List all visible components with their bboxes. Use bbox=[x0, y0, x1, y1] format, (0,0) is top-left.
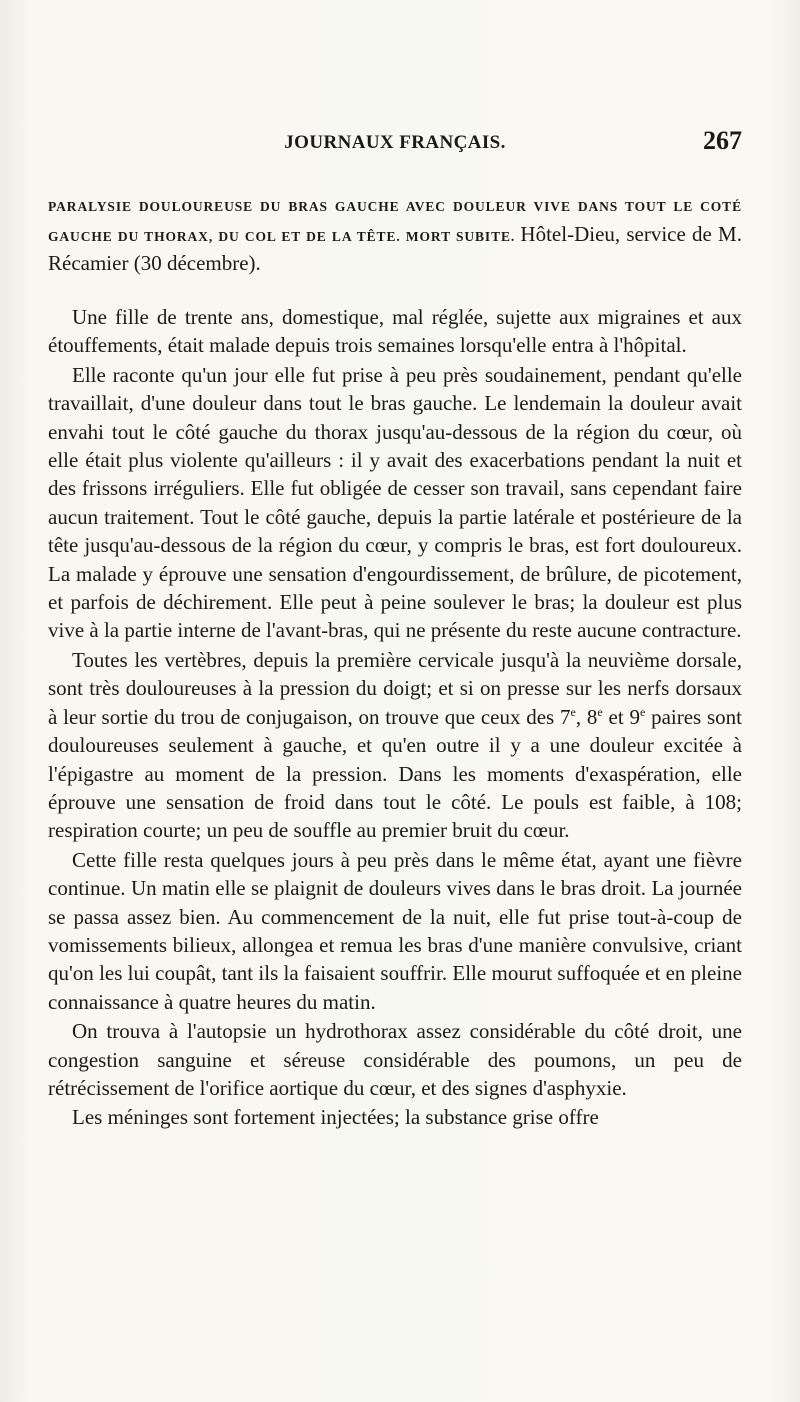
ordinal-superscript: e bbox=[639, 704, 646, 719]
ordinal-superscript: e bbox=[597, 704, 603, 719]
paragraph-3 bbox=[48, 646, 742, 845]
paragraph-3-text-c: et 9 bbox=[602, 704, 640, 729]
page-number: 267 bbox=[703, 126, 742, 155]
paragraph-2: Elle raconte qu'un jour elle fut prise à peu près soudainement, pendant qu'elle travaillait, d'une douleur dans tout le bras gauche. Le lendemain la douleur avait envahi tout le côté gauche du thorax jusqu'au-dessous de la région du cœur, où elle était plus violente qu'ailleurs : il y avait des exacerbations pendant la nuit et des frissons irréguliers. Elle fut obligée de cesser son travail, sans cependant faire aucun traitement. Tout le côté gauche, depuis la partie latérale et postérieure de la tête jusqu'au-dessous de la région du cœur, y compris le bras, est fort douloureux. La malade y éprouve une sensation d'engourdissement, de brûlure, de picotement, et parfois de déchirement. Elle peut à peine soulever le bras; la douleur est plus vive à la partie interne de l'avant-bras, qui ne présente du reste aucune contracture. bbox=[48, 362, 742, 643]
paragraph-4: Cette fille resta quelques jours à peu près dans le même état, ayant une fièvre continue. Un matin elle se plaignit de douleurs vives dans le bras droit. La journée se passa assez bien. Au commencement de la nuit, elle fut prise tout-à-coup de vomissements bilieux, allongea et remua les bras d'une manière convulsive, criant qu'on les lui coupât, tant ils la faisaient souffrir. Elle mourut suffoquée et en pleine connaissance à quatre heures du matin. bbox=[48, 847, 742, 1014]
paragraph-3-text-a: Toutes les vertèbres, depuis la première cervicale jusqu'à la neuvième dorsale, sont très douloureuses à la pression du doigt; et si on presse sur les nerfs dorsaux à leur sortie du trou de conjugaison, on trouve que ceux des 7 bbox=[48, 647, 742, 729]
paragraph-3-text-d: paires sont douloureuses seulement à gauche, et qu'en outre il y a une douleur excitée à l'épigastre au moment de la pression. Dans les moments d'exaspération, elle éprouve une sensation de froid dans tout le côté. Le pouls est faible, à 108; respiration courte; un peu de souffle au premier bruit du cœur. bbox=[48, 704, 743, 843]
paragraph-3-text-b: , 8 bbox=[575, 704, 598, 729]
journal-section-title: JOURNAUX FRANÇAIS. bbox=[284, 132, 506, 153]
ordinal-superscript: e bbox=[570, 704, 576, 719]
article-source: Hôtel-Dieu, service de M. Récamier (30 décembre). bbox=[48, 221, 742, 275]
article-title: PARALYSIE DOULOUREUSE DU BRAS GAUCHE AVEC DOULEUR VIVE DANS TOUT LE COTÉ GAUCHE DU THORAX, DU COL ET DE LA TÊTE. MORT SUBITE. bbox=[48, 199, 742, 244]
article-body bbox=[48, 303, 742, 1133]
article-heading bbox=[48, 194, 742, 280]
paragraph-1: Une fille de trente ans, domestique, mal réglée, sujette aux migraines et aux étouffements, était malade depuis trois semaines lorsqu'elle entra à l'hôpital. bbox=[48, 305, 742, 358]
paragraph-5: On trouva à l'autopsie un hydrothorax assez considérable du côté droit, une congestion sanguine et séreuse considérable des poumons, un peu de rétrécissement de l'orifice aortique du cœur, et des signes d'asphyxie. bbox=[48, 1019, 742, 1100]
running-header bbox=[48, 126, 742, 158]
paragraph-6: Les méninges sont fortement injectées; la substance grise offre bbox=[72, 1105, 599, 1130]
